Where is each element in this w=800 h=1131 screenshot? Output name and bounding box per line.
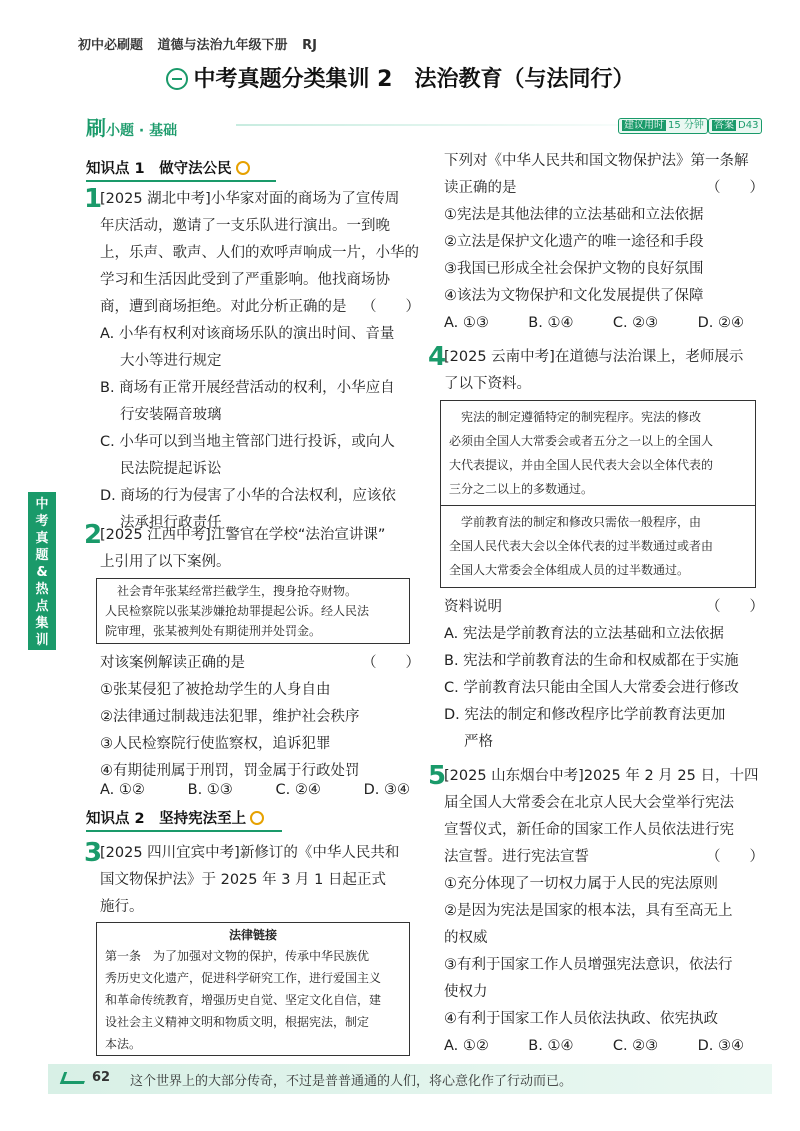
choice-d: D. ③④ (363, 782, 410, 798)
material-line: 全国人大常委会全体组成人员的过半数通过。 (449, 563, 690, 577)
choice-b: B. ①③ (187, 782, 233, 798)
option-d: D. 宪法的制定和修改程序比学前教育法更加 (444, 707, 726, 723)
page-number: 62 (92, 1070, 111, 1085)
q5-item: ③有利于国家工作人员增强宪法意识，依法行 (444, 957, 733, 973)
case-box (96, 578, 410, 644)
footer-bar (48, 1064, 772, 1094)
side-char: 题 (35, 548, 49, 563)
banner-label (86, 112, 177, 141)
q5-item: ①充分体现了一切权力属于人民的宪法原则 (444, 876, 718, 892)
knowledge-point-1 (86, 156, 250, 183)
q2-item: ②法律通过制裁违法犯罪，维护社会秩序 (100, 709, 360, 725)
q4-line: 了以下资料。 (444, 376, 531, 392)
question-number: 3 (84, 838, 103, 868)
q4-line: [2025 云南中考]在道德与法治课上，老师展示 (444, 349, 744, 365)
knowledge-point-2 (86, 806, 264, 833)
law-line: 秀历史文化遗产，促进科学研究工作，进行爱国主义 (105, 971, 382, 985)
q1-line: 学习和生活因此受到了严重影响。他找商场协 (100, 272, 390, 288)
q5-line: 法宣誓。进行宪法宣誓 (444, 849, 589, 865)
material-line: 大代表提议，并由全国人民代表大会以全体代表的 (449, 458, 714, 472)
option-d-cont: 严格 (464, 734, 493, 750)
answer-pill (708, 118, 762, 134)
option-d: D. 商场的行为侵害了小华的合法权利，应该依 (100, 488, 396, 504)
material-line: 全国人民代表大会以全体代表的过半数通过或者由 (449, 539, 714, 553)
material-box (440, 400, 756, 588)
side-char: 集 (35, 616, 49, 631)
answer-paren: （ ） (362, 655, 420, 671)
q3-cont-line: 读正确的是 (444, 180, 517, 196)
choice-d: D. ②④ (697, 315, 744, 331)
q3-line: [2025 四川宜宾中考]新修订的《中华人民共和 (100, 845, 400, 861)
q4-stem: 资料说明 (444, 599, 502, 615)
case-line: 院审理，张某被判处有期徒刑并处罚金。 (105, 624, 322, 638)
time-pill (618, 118, 708, 134)
choice-b: B. ①④ (528, 315, 574, 331)
kp-underline (86, 830, 282, 832)
side-char: 考 (35, 514, 49, 529)
q3-item: ③我国已形成全社会保护文物的良好氛围 (444, 261, 704, 277)
choice-a: A. ①② (100, 782, 145, 798)
q2-choices (100, 777, 410, 804)
law-link-title: 法律链接 (228, 928, 277, 942)
answer-paren: （ ） (706, 180, 764, 196)
side-char: 点 (35, 599, 49, 614)
option-a: A. 宪法是学前教育法的立法基础和立法依据 (444, 626, 724, 642)
choice-a: A. ①② (444, 1038, 489, 1054)
page-title (0, 62, 800, 93)
footer-quote: 这个世界上的大部分传奇，不过是普普通通的人们，将心意化作了行动而已。 (130, 1074, 573, 1089)
kp-label: 知识点 1 做守法公民 (86, 161, 232, 177)
target-icon (236, 161, 250, 175)
q1-line: 上，乐声、歌声、人们的欢呼声响成一片，小华的 (100, 245, 419, 261)
choice-c: C. ②③ (612, 315, 659, 331)
q3-line: 国文物保护法》于 2025 年 3 月 1 日起正式 (100, 872, 387, 888)
banner-sub: 小题 · 基础 (106, 123, 178, 139)
side-char: 热 (35, 582, 49, 597)
choice-a: A. ①③ (444, 315, 489, 331)
q1-line: [2025 湖北中考]小华家对面的商场为了宣传周 (100, 191, 400, 207)
choice-c: C. ②③ (612, 1038, 659, 1054)
option-c-cont: 民法院提起诉讼 (120, 461, 222, 477)
book-name: 初中必刷题 (78, 38, 144, 53)
side-char: 训 (35, 633, 49, 648)
answer-paren: （ ） (706, 599, 764, 615)
side-char: & (36, 565, 48, 580)
question-number: 4 (428, 342, 447, 372)
q5-item: ②是因为宪法是国家的根本法，具有至高无上 (444, 903, 733, 919)
choice-d: D. ③④ (697, 1038, 744, 1054)
title-text: 中考真题分类集训 2 法治教育（与法同行） (193, 67, 635, 92)
q2-item: ④有期徒刑属于刑罚，罚金属于行政处罚 (100, 763, 360, 779)
law-link-box (96, 922, 410, 1056)
q5-choices (444, 1033, 744, 1060)
option-d-cont: 法承担行政责任 (120, 515, 222, 531)
option-c: C. 学前教育法只能由全国人大常委会进行修改 (444, 680, 739, 696)
q2-line: 上引用了以下案例。 (100, 554, 231, 570)
side-tab (28, 492, 56, 650)
option-b-cont: 行安装隔音玻璃 (120, 407, 222, 423)
q1-line: 年庆活动，邀请了一支乐队进行演出。一到晚 (100, 218, 390, 234)
scale-icon (166, 68, 188, 90)
material-part-2 (441, 506, 755, 586)
choice-b: B. ①④ (528, 1038, 574, 1054)
q5-line: [2025 山东烟台中考]2025 年 2 月 25 日，十四 (444, 768, 759, 784)
q5-item-cont: 的权威 (444, 930, 488, 946)
q2-item: ③人民检察院行使监察权，追诉犯罪 (100, 736, 331, 752)
law-line: 和革命传统教育，增强历史自觉、坚定文化自信，建 (105, 993, 382, 1007)
option-a: A. 小华有权利对该商场乐队的演出时间、音量 (100, 326, 395, 342)
side-char: 真 (35, 531, 49, 546)
q3-item: ②立法是保护文化遗产的唯一途径和手段 (444, 234, 704, 250)
q3-line: 施行。 (100, 899, 144, 915)
q3-item: ④该法为文物保护和文化发展提供了保障 (444, 288, 704, 304)
option-b: B. 宪法和学前教育法的生命和权威都在于实施 (444, 653, 739, 669)
q2-line: [2025 江西中考]江警官在学校“法治宣讲课” (100, 527, 386, 543)
choice-c: C. ②④ (275, 782, 321, 798)
q5-item: ④有利于国家工作人员依法执政、依宪执政 (444, 1011, 718, 1027)
material-line: 三分之二以上的多数通过。 (449, 482, 594, 496)
material-part-1 (441, 401, 755, 506)
answer-value: D43 (738, 120, 759, 131)
answer-label: 答案 (714, 120, 734, 131)
banner-main: 刷 (86, 116, 106, 140)
q5-item-cont: 使权力 (444, 984, 488, 1000)
brush-icon (60, 1072, 88, 1084)
option-c: C. 小华可以到当地主管部门进行投诉，或向人 (100, 434, 395, 450)
material-line: 学前教育法的制定和修改只需依一般程序，由 (449, 515, 702, 529)
question-number: 5 (428, 761, 447, 791)
q1-line: 商，遭到商场拒绝。对此分析正确的是 (100, 299, 347, 315)
section-banner (86, 112, 766, 138)
target-icon (250, 811, 264, 825)
q3-item: ①宪法是其他法律的立法基础和立法依据 (444, 207, 704, 223)
question-number: 2 (84, 520, 103, 550)
law-line: 第一条 为了加强对文物的保护，传承中华民族优 (105, 949, 370, 963)
kp-underline (86, 180, 276, 182)
time-label: 建议用时 (624, 120, 664, 131)
running-header (78, 34, 327, 53)
answer-paren: （ ） (706, 849, 764, 865)
q5-line: 宣誓仪式，新任命的国家工作人员依法进行宪 (444, 822, 734, 838)
q2-item: ①张某侵犯了被抢劫学生的人身自由 (100, 682, 331, 698)
case-line: 社会青年张某经常拦截学生，搜身抢夺财物。 (105, 584, 358, 598)
case-line: 人民检察院以张某涉嫌抢劫罪提起公诉。经人民法 (105, 604, 370, 618)
kp-label: 知识点 2 坚持宪法至上 (86, 811, 247, 827)
q5-line: 届全国人大常委会在北京人民大会堂举行宪法 (444, 795, 734, 811)
material-line: 必须由全国人大常委会或者五分之一以上的全国人 (449, 434, 714, 448)
option-b: B. 商场有正常开展经营活动的权利，小华应自 (100, 380, 395, 396)
q3-cont-line: 下列对《中华人民共和国文物保护法》第一条解 (444, 153, 749, 169)
q3-choices (444, 310, 744, 337)
question-number: 1 (84, 184, 103, 214)
answer-paren: （ ） (362, 299, 420, 315)
time-value: 15 分钟 (668, 120, 704, 131)
material-line: 宪法的制定遵循特定的制宪程序。宪法的修改 (449, 410, 702, 424)
edition: RJ (302, 38, 317, 53)
q2-stem: 对该案例解读正确的是 (100, 655, 245, 671)
law-line: 设社会主义精神文明和物质文明，根据宪法，制定 (105, 1015, 370, 1029)
subject-name: 道德与法治九年级下册 (157, 38, 288, 53)
law-line: 本法。 (105, 1037, 142, 1051)
side-char: 中 (35, 497, 49, 512)
option-a-cont: 大小等进行规定 (120, 353, 222, 369)
